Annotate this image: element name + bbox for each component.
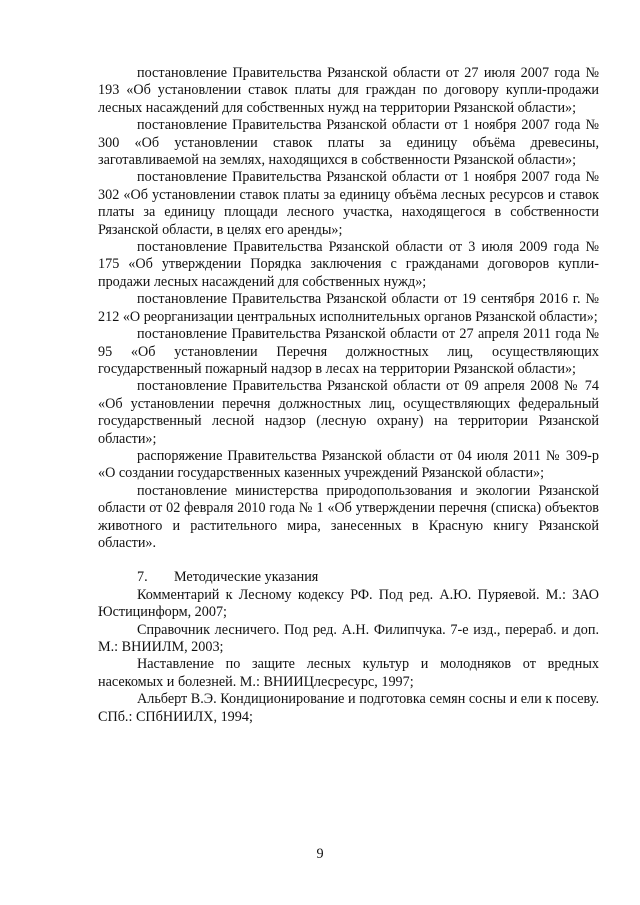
section-number: 7.: [137, 569, 148, 586]
reference-item: Комментарий к Лесному кодексу РФ. Под ред. А.Ю. Пуряевой. М.: ЗАО Юстицинформ, 2007;: [98, 586, 599, 621]
section-title: Методические указания: [174, 569, 319, 586]
legal-act-paragraph: постановление Правительства Рязанской области от 09 апреля 2008 № 74 «Об установлении перечня должностных лиц, осуществляющих федеральный государственный лесной надзор (лесную охрану) на территории Рязанской области»;: [98, 378, 599, 447]
legal-act-paragraph: распоряжение Правительства Рязанской области от 04 июля 2011 № 309-р «О создании государственных казенных учреждений Рязанской области»;: [98, 447, 599, 482]
legal-act-paragraph: постановление министерства природопользования и экологии Рязанской области от 02 февраля 2010 года № 1 «Об утверждении перечня (списка) объектов животного и растительного мира, занесенных в Красную книгу Рязанской области».: [98, 482, 599, 551]
legal-act-paragraph: постановление Правительства Рязанской области от 1 ноября 2007 года № 300 «Об установлении ставок платы за единицу объёма древесины, заготавливаемой на землях, находящихся в собственности Рязанской области»;: [98, 117, 599, 169]
legal-act-paragraph: постановление Правительства Рязанской области от 3 июля 2009 года № 175 «Об утверждении Порядка заключения с гражданами договоров купли-продажи лесных насаждений для собственных нужд»;: [98, 239, 599, 290]
reference-item: Наставление по защите лесных культур и молодняков от вредных насекомых и болезней. М.: ВНИИЦлесресурс, 1997;: [98, 656, 599, 690]
reference-item: Справочник лесничего. Под ред. А.Н. Филипчука. 7-е изд., перераб. и доп. М.: ВНИИЛМ, 2003;: [98, 621, 599, 655]
page-number: 9: [316, 846, 324, 862]
page-content: [98, 65, 599, 726]
reference-item: Альберт В.Э. Кондиционирование и подготовка семян сосны и ели к посеву. СПб.: СПбНИИЛХ, 1994;: [98, 691, 599, 725]
references-list: [98, 587, 599, 726]
section-heading: [98, 569, 599, 586]
legal-act-paragraph: постановление Правительства Рязанской области от 27 июля 2007 года № 193 «Об установлении ставок платы для граждан по договору купли-продажи лесных насаждений для собственных нужд на территории Рязанской области»;: [98, 65, 599, 116]
legal-act-paragraph: постановление Правительства Рязанской области от 27 апреля 2011 года № 95 «Об установлении Перечня должностных лиц, осуществляющих государственный пожарный надзор в лесах на территории Рязанской области»;: [98, 326, 599, 377]
legal-act-paragraph: постановление Правительства Рязанской области от 1 ноября 2007 года № 302 «Об установлении ставок платы за единицу объёма лесных ресурсов и ставок платы за единицу площади лесного участка, находящегося в собственности Рязанской области, в целях его аренды»;: [98, 169, 599, 238]
legal-act-paragraph: постановление Правительства Рязанской области от 19 сентября 2016 г. № 212 «О реорганизации центральных исполнительных органов Рязанской области»;: [98, 291, 599, 325]
